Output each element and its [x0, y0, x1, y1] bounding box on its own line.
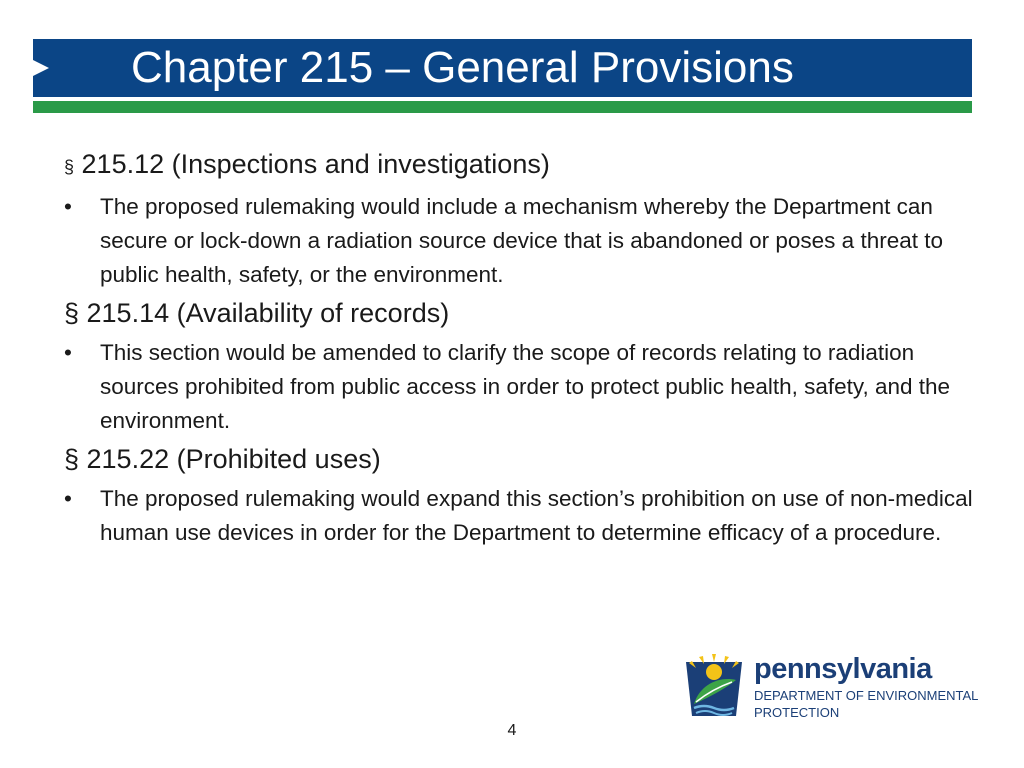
slide-content: [64, 147, 984, 554]
pa-dep-logo: [682, 654, 982, 720]
bullet-dot-icon: •: [64, 486, 72, 511]
bullet-item: [64, 336, 980, 438]
section-heading-215-12: [64, 147, 984, 184]
bullet-text: The proposed rulemaking would expand this section’s prohibition on use of non-medical human use devices in order for the Department to determine efficacy of a procedure.: [100, 486, 973, 545]
pa-keystone-logo-icon: [682, 654, 746, 718]
bullet-dot-icon: •: [64, 340, 72, 365]
section-heading-215-14: § 215.14 (Availability of records): [64, 298, 450, 328]
bullet-item: [64, 482, 980, 550]
logo-dept-line2: PROTECTION: [754, 705, 840, 720]
bullet-dot-icon: •: [64, 194, 72, 219]
title-bar: [33, 39, 972, 97]
section-sign: §: [64, 157, 75, 177]
slide-title: Chapter 215 – General Provisions: [131, 43, 794, 92]
title-arrow-icon: [33, 60, 49, 76]
section-heading-text: 215.12 (Inspections and investigations): [81, 149, 550, 179]
bullet-text: This section would be amended to clarify the scope of records relating to radiation sources prohibited from public access in order to protect public health, safety, and the environment.: [100, 340, 951, 433]
bullet-text: The proposed rulemaking would include a mechanism whereby the Department can secure or lock-down a radiation source device that is abandoned or poses a threat to public health, safety, or the environment.: [100, 194, 944, 287]
logo-dept-line1: DEPARTMENT OF ENVIRONMENTAL: [754, 688, 979, 703]
accent-bar: [33, 101, 972, 113]
page-number: 4: [507, 722, 517, 739]
logo-name: pennsylvania: [754, 653, 932, 685]
section-heading-215-22: § 215.22 (Prohibited uses): [64, 444, 381, 474]
bullet-item: [64, 190, 980, 292]
